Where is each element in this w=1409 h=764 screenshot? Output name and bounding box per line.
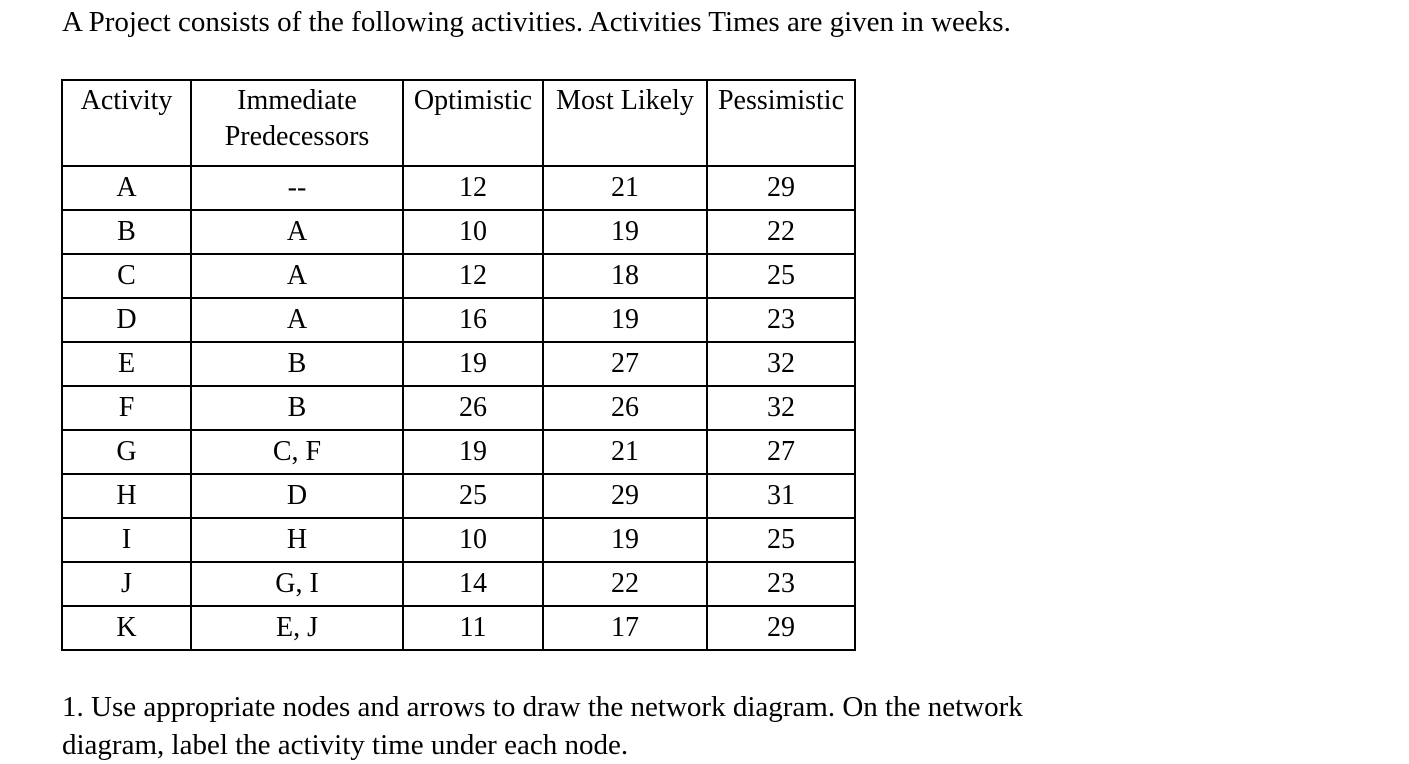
table-row <box>62 254 855 298</box>
cell-most-likely: 18 <box>543 254 707 298</box>
cell-most-likely: 29 <box>543 474 707 518</box>
cell-activity: C <box>62 254 191 298</box>
cell-optimistic: 25 <box>403 474 543 518</box>
header-pessimistic: Pessimistic <box>707 80 855 166</box>
cell-activity: H <box>62 474 191 518</box>
cell-most-likely: 26 <box>543 386 707 430</box>
cell-optimistic: 12 <box>403 166 543 210</box>
cell-predecessors: A <box>191 254 403 298</box>
cell-pessimistic: 22 <box>707 210 855 254</box>
cell-activity: E <box>62 342 191 386</box>
table-row <box>62 562 855 606</box>
header-optimistic: Optimistic <box>403 80 543 166</box>
cell-activity: F <box>62 386 191 430</box>
cell-most-likely: 22 <box>543 562 707 606</box>
header-most-likely: Most Likely <box>543 80 707 166</box>
cell-optimistic: 26 <box>403 386 543 430</box>
question-text <box>62 688 1262 764</box>
intro-text: A Project consists of the following activities. Activities Times are given in weeks. <box>62 6 1011 38</box>
cell-pessimistic: 25 <box>707 254 855 298</box>
cell-optimistic: 10 <box>403 518 543 562</box>
table-row <box>62 166 855 210</box>
cell-most-likely: 17 <box>543 606 707 650</box>
cell-pessimistic: 31 <box>707 474 855 518</box>
cell-optimistic: 10 <box>403 210 543 254</box>
cell-predecessors: H <box>191 518 403 562</box>
table-row <box>62 518 855 562</box>
cell-pessimistic: 27 <box>707 430 855 474</box>
table-row <box>62 430 855 474</box>
header-predecessors: Immediate Predecessors <box>191 80 403 166</box>
cell-activity: G <box>62 430 191 474</box>
cell-activity: A <box>62 166 191 210</box>
cell-predecessors: D <box>191 474 403 518</box>
cell-activity: B <box>62 210 191 254</box>
cell-most-likely: 21 <box>543 166 707 210</box>
cell-optimistic: 14 <box>403 562 543 606</box>
table-row <box>62 386 855 430</box>
cell-optimistic: 16 <box>403 298 543 342</box>
cell-pessimistic: 32 <box>707 342 855 386</box>
cell-pessimistic: 32 <box>707 386 855 430</box>
cell-pessimistic: 25 <box>707 518 855 562</box>
cell-most-likely: 19 <box>543 518 707 562</box>
header-row <box>62 80 855 166</box>
question-line-2: diagram, label the activity time under each node. <box>62 729 629 761</box>
table-header <box>62 80 855 166</box>
header-activity: Activity <box>62 80 191 166</box>
table-row <box>62 210 855 254</box>
table-row <box>62 606 855 650</box>
cell-most-likely: 19 <box>543 298 707 342</box>
table-row <box>62 298 855 342</box>
cell-most-likely: 27 <box>543 342 707 386</box>
cell-predecessors: B <box>191 386 403 430</box>
cell-pessimistic: 29 <box>707 166 855 210</box>
cell-optimistic: 19 <box>403 342 543 386</box>
cell-activity: K <box>62 606 191 650</box>
cell-predecessors: G, I <box>191 562 403 606</box>
cell-predecessors: E, J <box>191 606 403 650</box>
cell-most-likely: 21 <box>543 430 707 474</box>
cell-pessimistic: 23 <box>707 298 855 342</box>
cell-most-likely: 19 <box>543 210 707 254</box>
cell-activity: J <box>62 562 191 606</box>
cell-activity: D <box>62 298 191 342</box>
cell-predecessors: C, F <box>191 430 403 474</box>
cell-activity: I <box>62 518 191 562</box>
cell-predecessors: A <box>191 298 403 342</box>
cell-optimistic: 19 <box>403 430 543 474</box>
question-line-1: 1. Use appropriate nodes and arrows to draw the network diagram. On the network <box>62 691 1023 723</box>
cell-predecessors: A <box>191 210 403 254</box>
cell-predecessors: -- <box>191 166 403 210</box>
activity-table <box>61 79 856 651</box>
table-row <box>62 474 855 518</box>
cell-pessimistic: 23 <box>707 562 855 606</box>
cell-optimistic: 12 <box>403 254 543 298</box>
table-row <box>62 342 855 386</box>
cell-pessimistic: 29 <box>707 606 855 650</box>
table-body <box>62 166 855 650</box>
cell-predecessors: B <box>191 342 403 386</box>
cell-optimistic: 11 <box>403 606 543 650</box>
